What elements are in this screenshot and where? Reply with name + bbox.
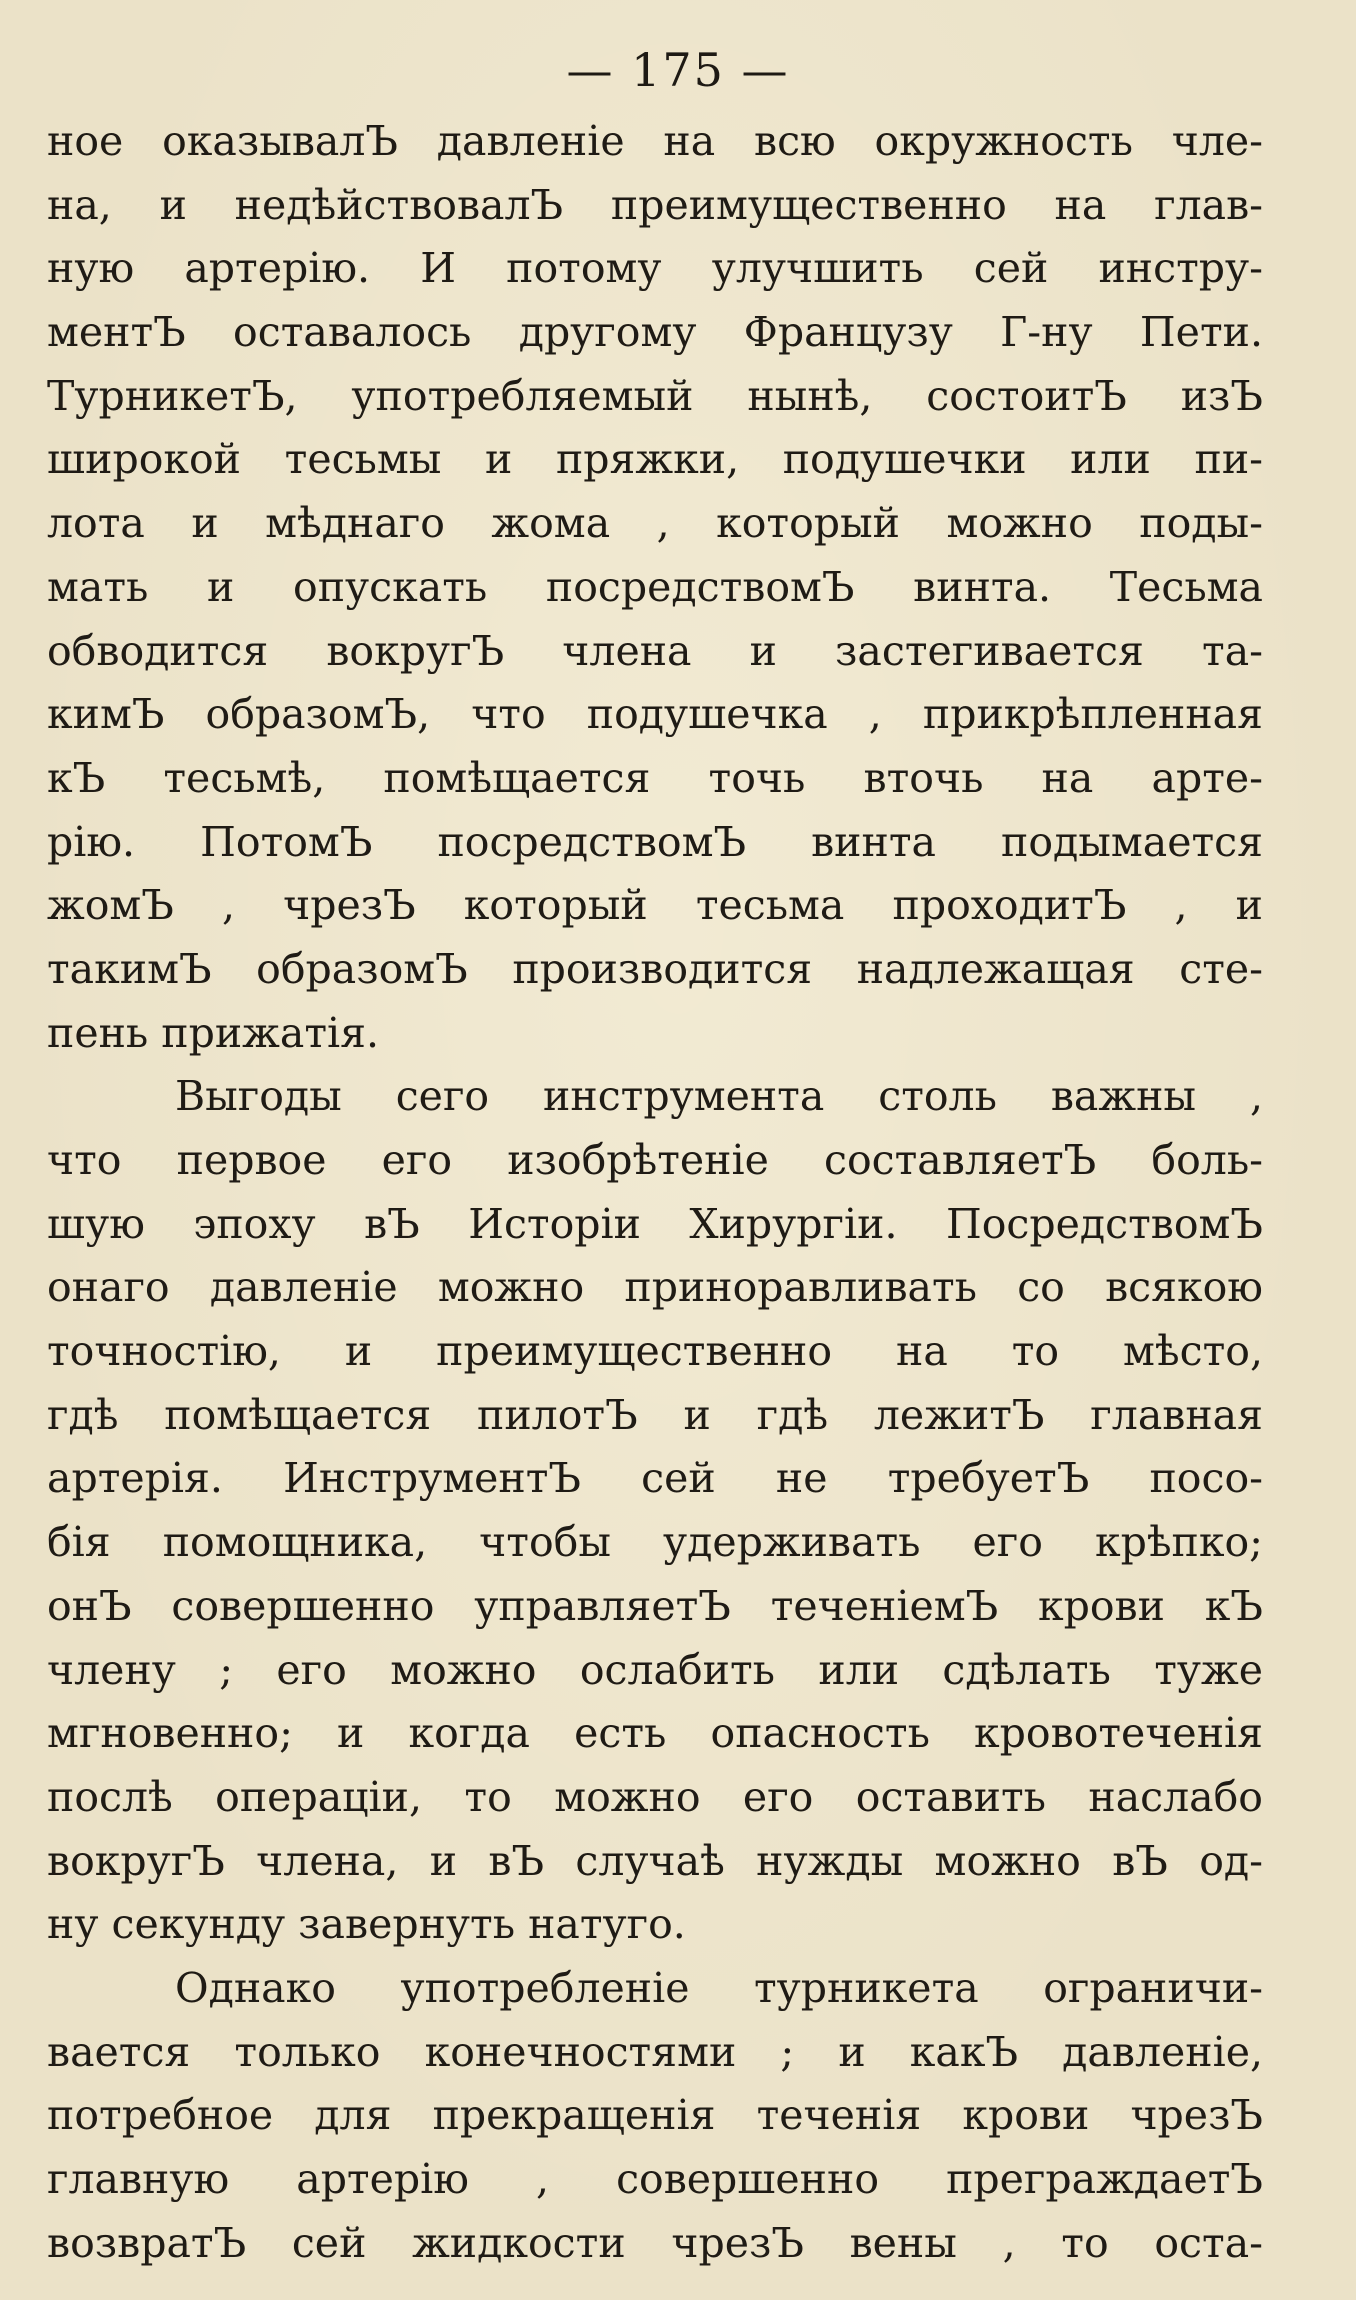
- text-line: ментЪ оставалось другому Французу Г-ну Пети.: [47, 308, 1263, 357]
- text-line: на, и недѣйствовалЪ преимущественно на глав-: [47, 180, 1263, 229]
- text-line: Однако употребленіе турникета ограничи-: [175, 1963, 1263, 2012]
- text-line: артерія. ИнструментЪ сей не требуетЪ посо-: [47, 1454, 1263, 1503]
- text-line: члену ; его можно ослабить или сдѣлать туже: [47, 1645, 1263, 1694]
- text-line: кимЪ образомЪ, что подушечка , прикрѣпленная: [47, 690, 1263, 739]
- text-line: рію. ПотомЪ посредствомЪ винта подымается: [47, 817, 1263, 866]
- text-line: ное оказывалЪ давленіе на всю окружность чле-: [47, 117, 1263, 165]
- text-line: точностію, и преимущественно на то мѣсто,: [47, 1327, 1263, 1376]
- text-line: Выгоды сего инструмента столь важны ,: [175, 1072, 1263, 1121]
- text-line: бія помощника, чтобы удерживать его крѣпко;: [47, 1518, 1263, 1567]
- paragraph-2: [47, 1065, 1263, 1957]
- text-line: такимЪ образомЪ производится надлежащая сте-: [47, 944, 1263, 993]
- text-line: обводится вокругЪ члена и застегивается та-: [47, 626, 1263, 675]
- text-line: ТурникетЪ, употребляемый нынѣ, состоитЪ изЪ: [47, 371, 1263, 420]
- text-line: потребное для прекращенія теченія крови чрезЪ: [47, 2091, 1263, 2140]
- paragraph-3: [47, 1957, 1263, 2275]
- text-line: вается только конечностями ; и какЪ давленіе,: [47, 2027, 1263, 2076]
- text-line: лота и мѣднаго жома , который можно поды-: [47, 499, 1263, 548]
- text-line: шую эпоху вЪ Исторіи Хирургіи. ПосредствомЪ: [47, 1199, 1263, 1248]
- text-line: мгновенно; и когда есть опасность кровотеченія: [47, 1709, 1263, 1758]
- text-line: послѣ операціи, то можно его оставить наслабо: [47, 1772, 1263, 1821]
- text-line: мать и опускать посредствомЪ винта. Тесьма: [47, 562, 1263, 611]
- text-line: возвратЪ сей жидкости чрезЪ вены , то оста-: [47, 2218, 1263, 2267]
- text-line: что первое его изобрѣтеніе составляетЪ боль-: [47, 1136, 1263, 1184]
- text-line: пень прижатія.: [47, 1008, 380, 1057]
- page-text: [47, 110, 1263, 2275]
- text-line: кЪ тесьмѣ, помѣщается точь вточь на арте-: [47, 753, 1263, 802]
- text-line: жомЪ , чрезЪ который тесьма проходитЪ , и: [47, 881, 1263, 930]
- text-line: гдѣ помѣщается пилотЪ и гдѣ лежитЪ главная: [47, 1390, 1263, 1439]
- text-line: ную артерію. И потому улучшить сей инстру-: [47, 244, 1263, 293]
- text-line: онЪ совершенно управляетЪ теченіемЪ крови кЪ: [47, 1581, 1263, 1630]
- paragraph-1: [47, 110, 1263, 1065]
- text-line: вокругЪ члена, и вЪ случаѣ нужды можно вЪ од-: [47, 1836, 1263, 1885]
- text-line: главную артерію , совершенно преграждаетЪ: [47, 2155, 1263, 2203]
- text-line: широкой тесьмы и пряжки, подушечки или пи-: [47, 435, 1263, 484]
- text-line: онаго давленіе можно приноравливать со всякою: [47, 1263, 1263, 1312]
- page-number: — 175 —: [566, 43, 790, 97]
- text-line: ну секунду завернуть натуго.: [47, 1900, 686, 1949]
